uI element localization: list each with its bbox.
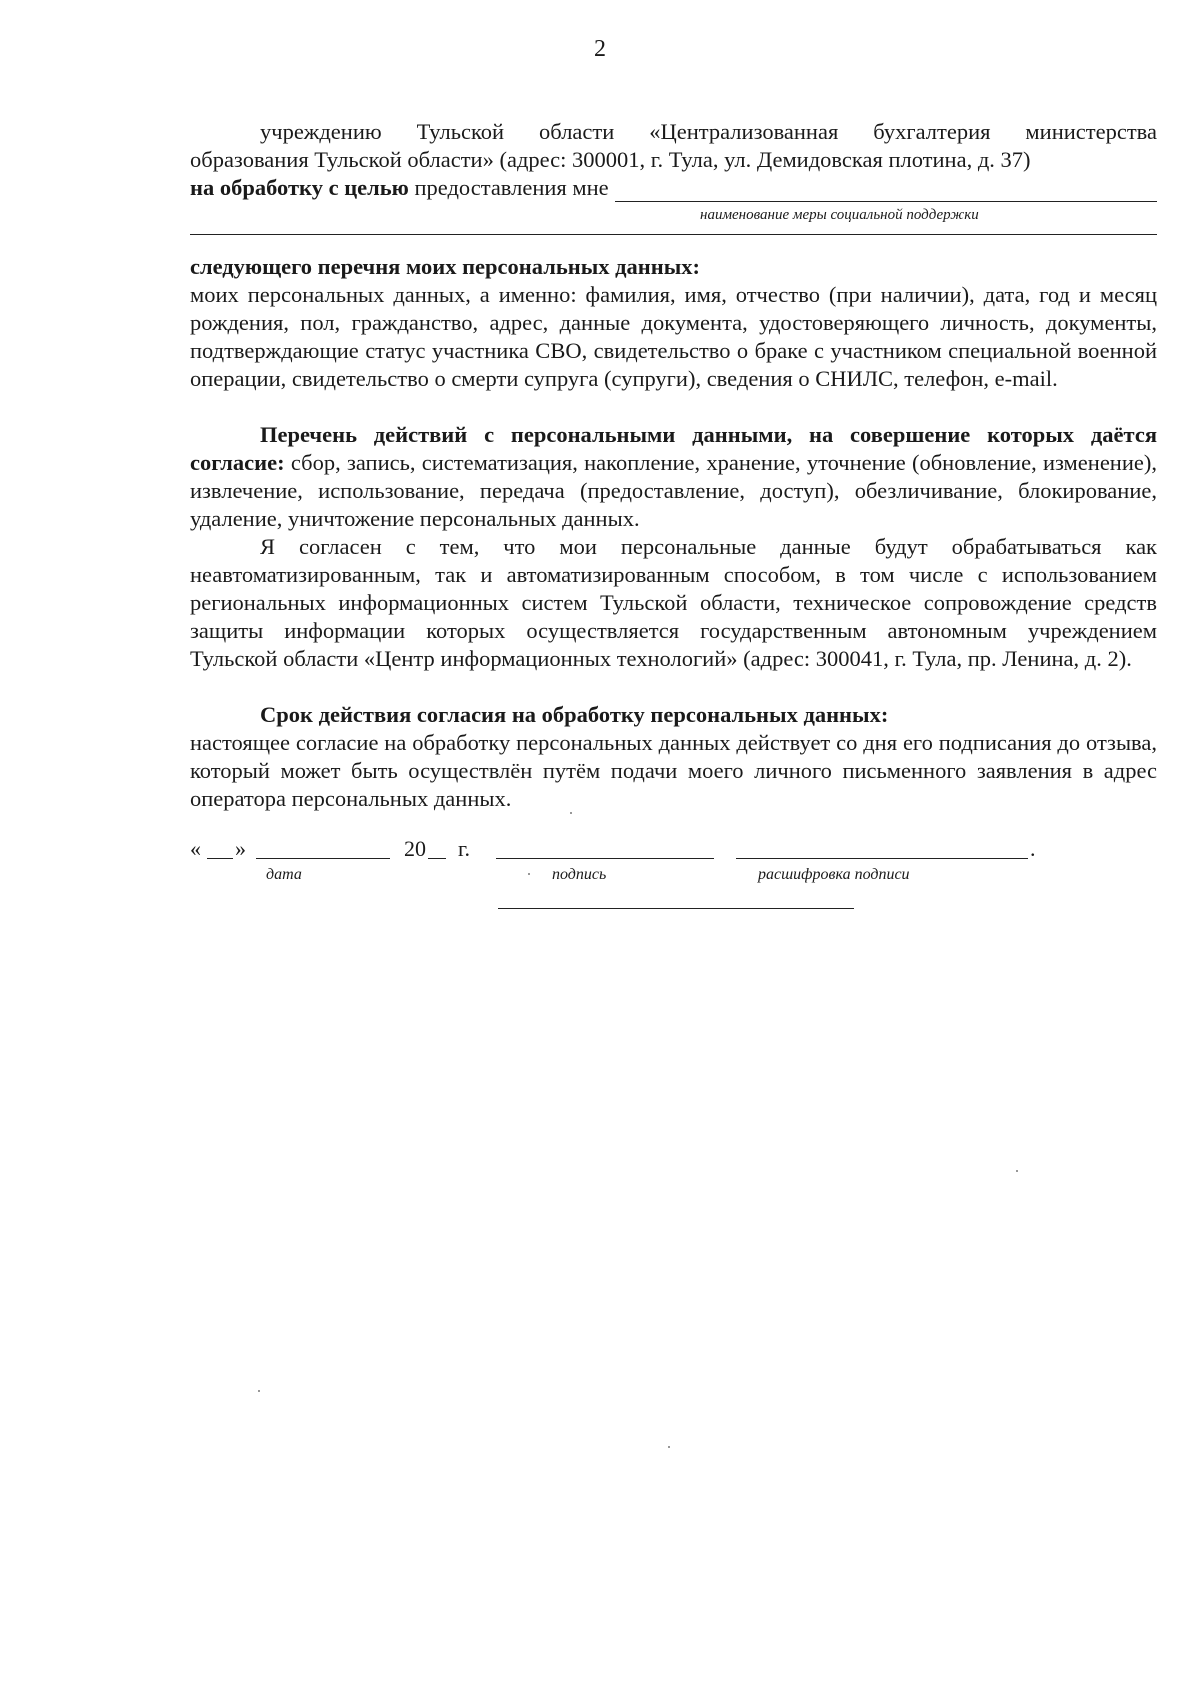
scan-speck [528,873,530,875]
term-text: настоящее согласие на обработку персональных данных действует со дня его подписания до отзыва, который может быть осуществлён путём подачи моего личного письменного заявления в адрес оператора персональных данных. [190,730,1157,811]
consent-block [190,533,1157,673]
decoding-input-line[interactable] [736,858,1028,859]
caption-decoding: расшифровка подписи [758,866,910,883]
term-heading-text: Срок действия согласия на обработку персональных данных: [260,702,889,727]
period: . [1030,836,1036,861]
scan-speck [570,812,572,814]
caption-signature: подпись [552,866,607,883]
year-input-line[interactable] [428,858,446,859]
term-heading [190,701,1157,729]
scan-speck [258,1390,260,1392]
scan-speck [1016,1170,1018,1172]
purpose-label [190,174,609,202]
page-number: 2 [594,36,606,62]
day-input-line[interactable] [207,858,233,859]
purpose-caption: наименование меры социальной поддержки [700,207,979,223]
caption-date: дата [266,866,302,883]
term-block [190,701,1157,813]
consent-paragraph: Я согласен с тем, что мои персональные данные будут обрабатываться как неавтоматизированным, так и автоматизированным способом, в том числе с использованием региональных информационных систем Тульской области, техническое сопровождение средств защиты информации которых осуществляется государственным автономным учреждением Тульской области «Центр информационных технологий» (адрес: 300041, г. Тула, пр. Ленина, д. 2). [190,534,1157,671]
intro-block [190,118,1157,235]
data-list-heading [190,253,1157,281]
signature-input-line[interactable] [496,858,714,859]
scan-speck [668,1446,670,1448]
month-input-line[interactable] [256,858,390,859]
purpose-row [190,174,1157,202]
year-prefix: 20 [404,836,426,861]
actions-text: сбор, запись, систематизация, накопление, хранение, уточнение (обновление, изменение), извлечение, использование, передача (предоставление, доступ), обезличивание, блокирование, удаление, уничтожение персональных данных. [190,450,1157,531]
signature-row [190,836,1090,896]
intro-line-2: образования Тульской области» (адрес: 300001, г. Тула, ул. Демидовская плотина, д. 37) [190,147,1031,172]
quote-close: » [235,836,246,861]
actions-paragraph [190,421,1157,533]
quote-open: « [190,836,201,861]
bottom-rule [498,908,854,909]
data-list-text: моих персональных данных, а именно: фамилия, имя, отчество (при наличии), дата, год и месяц рождения, пол, гражданство, адрес, данные документа, удостоверяющего личность, документы, подтверждающие статус участника СВО, свидетельство о браке с участником специальной военной операции, свидетельство о смерти супруга (супруги), сведения о СНИЛС, телефон, e-mail. [190,282,1157,391]
purpose-input-line-2[interactable] [190,226,1157,235]
intro-line-1: учреждению Тульской области «Централизованная бухгалтерия министерства [260,119,1157,144]
year-suffix: г. [458,836,471,861]
actions-block [190,421,1157,533]
purpose-input-line[interactable] [615,181,1157,202]
data-list-heading-text: следующего перечня моих персональных данных: [190,254,701,279]
purpose-bold: на обработку с целью [190,175,409,200]
actions-bold: Перечень действий с персональными данными, на совершение которых даётся согласие: [190,422,1157,475]
purpose-text: предоставления мне [408,175,609,200]
data-list-block [190,253,1157,393]
